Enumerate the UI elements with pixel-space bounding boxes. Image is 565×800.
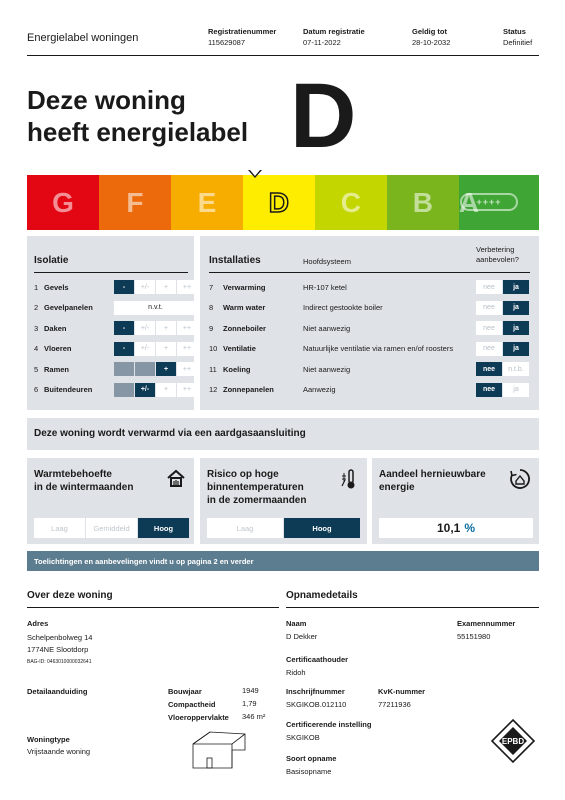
header-divider — [27, 55, 539, 56]
row-label: Gevelpanelen — [44, 303, 93, 312]
status-label: Status — [503, 27, 526, 36]
installaties-title: Installaties — [209, 255, 261, 266]
isolatie-scale-cell: +/- — [135, 342, 155, 356]
hoofdsysteem-header: Hoofdsysteem — [303, 257, 351, 266]
hernieuwbare-unit: % — [464, 521, 476, 535]
verbetering-option: nee — [476, 383, 502, 397]
isolatie-scale-cell — [114, 383, 134, 397]
bouwjaar-value: 1949 — [242, 686, 259, 695]
energy-segment-e — [171, 175, 243, 230]
isolatie-scale-cell: - — [114, 280, 134, 294]
warmtebehoefte-scale — [34, 518, 189, 538]
isolatie-scale-cell: +/- — [135, 321, 155, 335]
status-value: Definitief — [503, 38, 533, 47]
isolatie-row — [34, 321, 194, 335]
vloeroppervlakte-label: Vloeroppervlakte — [168, 713, 229, 722]
row-number: 10 — [209, 344, 218, 353]
examennummer-value: 55151980 — [457, 632, 491, 641]
geldig-tot-value: 28-10-2032 — [412, 38, 451, 47]
hernieuwbare-line2: energie — [379, 482, 415, 493]
warmtebehoefte-line2: in de wintermaanden — [34, 482, 134, 493]
row-number: 9 — [209, 323, 214, 333]
row-number: 5 — [34, 364, 39, 374]
verbetering-toggle — [476, 321, 529, 335]
detailaanduiding-label: Detailaanduiding — [27, 687, 88, 696]
hernieuwbare-value-box — [379, 518, 533, 538]
verbetering-toggle — [476, 280, 529, 294]
energy-segment-letter: E — [197, 186, 217, 218]
isolatie-divider — [34, 272, 188, 273]
isolatie-text-value: n.v.t. — [114, 301, 197, 315]
hernieuwbare-value: 10,1 — [436, 521, 461, 535]
isolatie-scale-cell — [135, 362, 155, 376]
row-number: 7 — [209, 282, 214, 292]
a-plus-badge: ++++ — [460, 193, 518, 211]
hernieuwbare-line1: Aandeel hernieuwbare — [379, 469, 486, 480]
verbetering-option: nee — [476, 321, 502, 335]
isolatie-scale-cell: +/- — [135, 280, 155, 294]
energy-segment-c — [315, 175, 387, 230]
scale-option: Hoog — [284, 518, 360, 538]
verbetering-toggle — [476, 301, 529, 315]
verbetering-option: ja — [503, 301, 529, 315]
row-label: Zonnepanelen — [223, 385, 274, 394]
energy-segment-f — [99, 175, 171, 230]
installatie-row — [209, 342, 534, 356]
isolatie-scale — [114, 383, 197, 397]
energy-segment-letter: B — [412, 186, 433, 218]
verbetering-option: nee — [476, 301, 502, 315]
verbetering-toggle — [476, 383, 529, 397]
row-number: 1 — [34, 282, 39, 292]
certificaathouder-label: Certificaathouder — [286, 655, 349, 664]
warmtebehoefte-line1: Warmtebehoefte — [34, 469, 112, 480]
row-label: Koeling — [223, 364, 251, 374]
row-number: 4 — [34, 344, 39, 353]
isolatie-panel — [27, 236, 194, 410]
row-system: Aanwezig — [303, 385, 336, 394]
house-outline-icon — [190, 728, 248, 773]
vloeroppervlakte-value: 346 m² — [242, 712, 266, 721]
isolatie-scale-cell — [114, 362, 134, 376]
isolatie-row — [34, 362, 194, 376]
adres-value — [27, 632, 92, 656]
row-number: 3 — [34, 323, 39, 333]
isolatie-scale — [114, 362, 197, 376]
installatie-row — [209, 362, 534, 376]
verbetering-option: ja — [503, 321, 529, 335]
isolatie-scale-cell: - — [114, 342, 134, 356]
woning-divider — [27, 607, 279, 608]
isolatie-scale-cell: + — [156, 383, 176, 397]
verbetering-option: ja — [503, 280, 529, 294]
isolatie-scale-cell: ++ — [177, 362, 197, 376]
woning-section-title: Over deze woning — [27, 590, 113, 601]
row-label: Ramen — [44, 364, 70, 374]
risico-line1: Risico op hoge — [207, 469, 279, 480]
bouwjaar-label: Bouwjaar — [168, 687, 202, 696]
isolatie-scale-cell: + — [156, 280, 176, 294]
headline-line1: Deze woning — [27, 85, 186, 115]
isolatie-scale-cell: + — [156, 362, 176, 376]
row-system: HR-107 ketel — [303, 282, 347, 292]
verbetering-option: ja — [503, 342, 529, 356]
scale-option: Gemiddeld — [86, 518, 137, 538]
isolatie-row — [34, 383, 194, 397]
opname-divider — [286, 607, 539, 608]
verbetering-option: nee — [476, 280, 502, 294]
hernieuwbare-energie-box — [372, 458, 539, 544]
row-number: 6 — [34, 385, 39, 394]
row-number: 8 — [209, 303, 214, 312]
installatie-row — [209, 321, 534, 335]
scale-option: Laag — [34, 518, 85, 538]
row-number: 12 — [209, 385, 218, 394]
registratienummer-label: Registratienummer — [208, 27, 277, 36]
geldig-tot-label: Geldig tot — [412, 27, 447, 36]
row-label: Verwarming — [223, 282, 266, 292]
verbetering-toggle — [476, 362, 529, 376]
certificaathouder-value: Ridoh — [286, 668, 306, 677]
risico-box — [200, 458, 367, 544]
warmtebehoefte-title — [34, 468, 133, 494]
isolatie-scale-cell: ++ — [177, 321, 197, 335]
status — [503, 26, 532, 48]
isolatie-scale — [114, 321, 197, 335]
risico-line2: binnentemperaturen — [207, 482, 304, 493]
opname-section-title: Opnamedetails — [286, 590, 358, 601]
certificerende-instelling-label: Certificerende instelling — [286, 720, 372, 729]
naam-label: Naam — [286, 619, 307, 628]
risico-title — [207, 468, 306, 507]
epbd-logo-text: EPBD — [501, 737, 525, 746]
risico-line3: in de zomermaanden — [207, 495, 307, 506]
toelichting-banner: Toelichtingen en aanbevelingen vindt u op pagina 2 en verder — [27, 551, 539, 571]
row-system: Natuurlijke ventilatie via ramen en/of roosters — [303, 344, 454, 353]
active-label-pointer-inner — [250, 170, 260, 176]
isolatie-scale-cell: ++ — [177, 383, 197, 397]
energy-segment-letter: G — [52, 186, 74, 218]
installatie-row — [209, 280, 534, 294]
registratienummer — [208, 26, 276, 48]
installatie-row — [209, 301, 534, 315]
isolatie-scale-cell: +/- — [135, 383, 155, 397]
isolatie-scale — [114, 280, 197, 294]
certificerende-instelling-value: SKGIKOB — [286, 733, 320, 742]
energy-segment-letter: D — [268, 186, 289, 218]
isolatie-scale — [114, 342, 197, 356]
isolatie-scale-cell: ++ — [177, 280, 197, 294]
verbetering-header: Verbetering aanbevolen? — [476, 245, 519, 264]
energy-segment-d — [243, 175, 315, 230]
verbetering-option: ja — [503, 383, 529, 397]
verwarming-notice: Deze woning wordt verwarmd via een aardgasaansluiting — [27, 418, 539, 450]
document-title: Energielabel woningen — [27, 32, 139, 44]
row-label: Vloeren — [44, 344, 72, 353]
inschrijfnummer-label: Inschrijfnummer — [286, 687, 345, 696]
datum-registratie-label: Datum registratie — [303, 27, 365, 36]
energy-segment-letter: C — [340, 186, 361, 218]
registratienummer-value: 115629087 — [208, 38, 245, 47]
geldig-tot — [412, 26, 450, 48]
datum-registratie-value: 07-11-2022 — [303, 38, 341, 47]
row-label: Gevels — [44, 282, 69, 292]
compactheid-value: 1,79 — [242, 699, 257, 708]
woningtype-label: Woningtype — [27, 735, 70, 744]
installaties-panel — [200, 236, 539, 410]
thermometer-icon — [339, 468, 359, 490]
energy-segment-g — [27, 175, 99, 230]
isolatie-row — [34, 301, 194, 315]
row-system: Indirect gestookte boiler — [303, 303, 383, 312]
kvk-label: KvK-nummer — [378, 687, 426, 696]
verbetering-toggle — [476, 342, 529, 356]
isolatie-row — [34, 280, 194, 294]
verbetering-option: n.t.b. — [503, 362, 529, 376]
bag-id: BAG-ID: 0463010000032641 — [27, 659, 92, 665]
row-system: Niet aanwezig — [303, 364, 351, 374]
isolatie-row — [34, 342, 194, 356]
naam-value: D Dekker — [286, 632, 318, 641]
installatie-row — [209, 383, 534, 397]
row-number: 11 — [209, 364, 217, 374]
examennummer-label: Examennummer — [457, 619, 516, 628]
isolatie-scale-cell: + — [156, 342, 176, 356]
inschrijfnummer-value: SKGIKOB.012110 — [286, 700, 347, 709]
headline — [27, 84, 287, 148]
row-label: Buitendeuren — [44, 385, 93, 394]
energy-segment-b — [387, 175, 459, 230]
house-heat-icon — [166, 468, 186, 488]
woningtype-value: Vrijstaande woning — [27, 747, 91, 756]
isolatie-title: Isolatie — [34, 255, 69, 266]
installaties-divider — [209, 272, 530, 273]
energy-label-letter: D — [290, 65, 357, 167]
row-number: 2 — [34, 303, 39, 312]
verbetering-option: nee — [476, 342, 502, 356]
row-system: Niet aanwezig — [303, 323, 351, 333]
isolatie-scale — [114, 301, 197, 315]
compactheid-label: Compactheid — [168, 700, 216, 709]
scale-option: Laag — [207, 518, 283, 538]
headline-line2: heeft energielabel — [27, 117, 249, 147]
soort-opname-label: Soort opname — [286, 754, 337, 763]
epbd-logo — [490, 718, 536, 764]
risico-scale — [207, 518, 360, 538]
energy-segment-letter: F — [126, 186, 144, 218]
renewable-energy-icon — [509, 468, 531, 490]
warmtebehoefte-box — [27, 458, 194, 544]
adres-line1: Schelpenbolweg 14 — [27, 633, 93, 642]
soort-opname-value: Basisopname — [286, 767, 332, 776]
row-label: Warm water — [223, 303, 266, 312]
verbetering-option: nee — [476, 362, 502, 376]
adres-label: Adres — [27, 619, 49, 628]
isolatie-scale-cell: ++ — [177, 342, 197, 356]
row-label: Zonneboiler — [223, 323, 266, 333]
kvk-value: 77211936 — [378, 700, 411, 709]
isolatie-scale-cell: - — [114, 321, 134, 335]
scale-option: Hoog — [138, 518, 189, 538]
row-label: Daken — [44, 323, 67, 333]
hernieuwbare-title — [379, 468, 486, 494]
row-label: Ventilatie — [223, 344, 256, 353]
datum-registratie — [303, 26, 365, 48]
adres-line2: 1774NE Slootdorp — [27, 645, 89, 654]
isolatie-scale-cell: + — [156, 321, 176, 335]
energy-segment-letter: A — [458, 186, 480, 218]
